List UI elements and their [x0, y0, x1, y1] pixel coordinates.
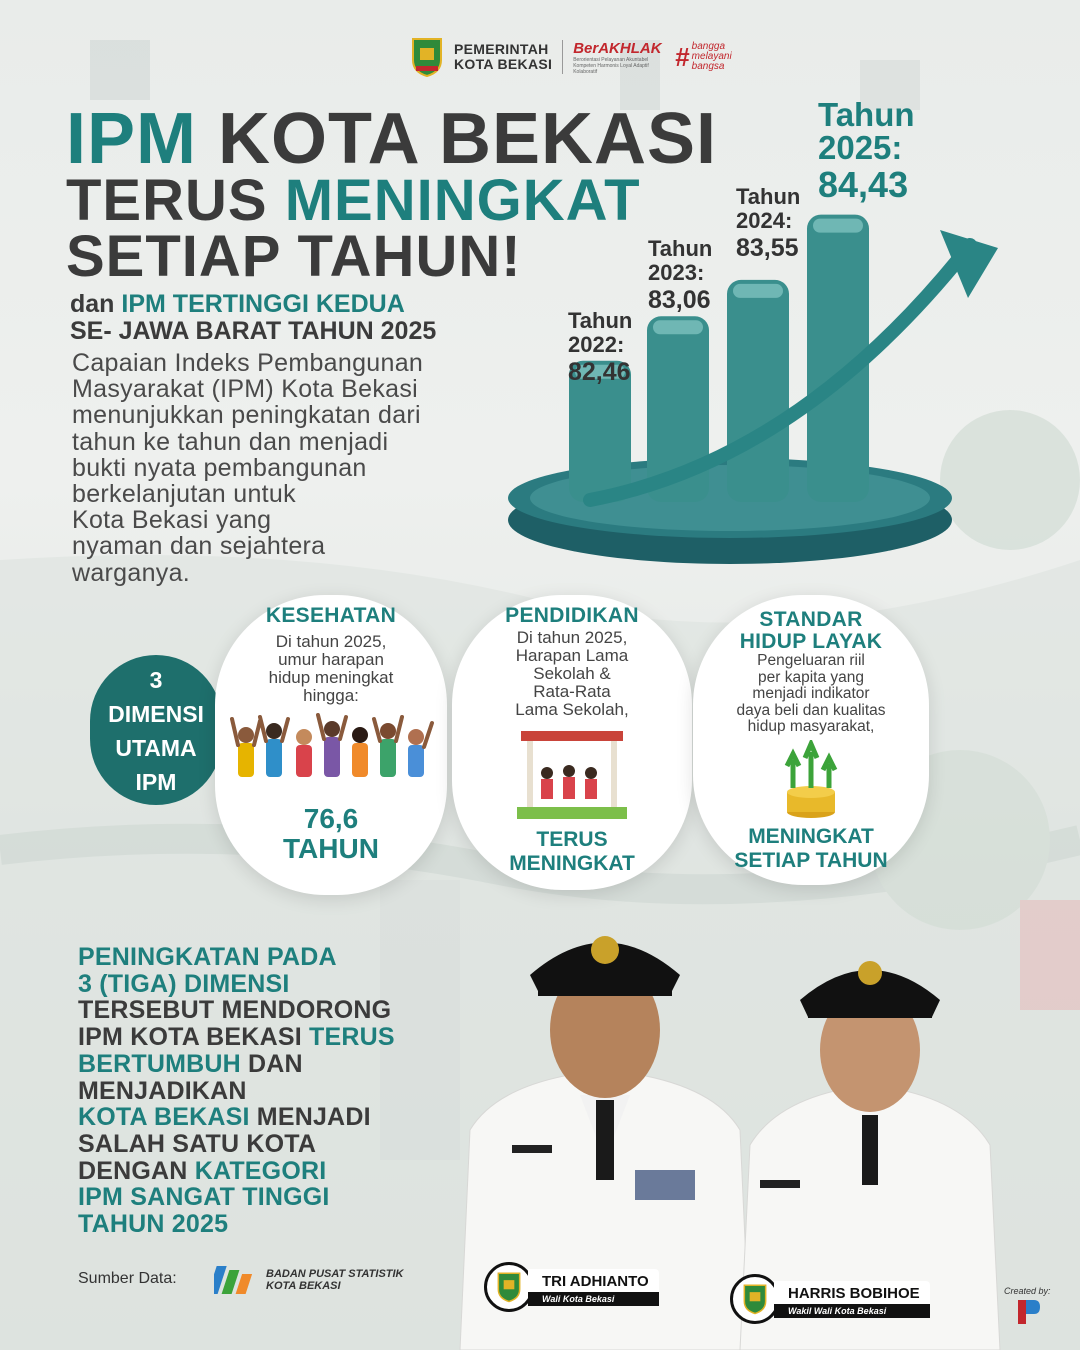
bangga-1: bangga: [691, 41, 726, 52]
statement-segment: SALAH SATU KOTA: [78, 1129, 317, 1158]
standar-title-1: STANDAR: [759, 608, 863, 631]
standar-desc: [693, 653, 929, 736]
kesehatan-desc: [215, 633, 447, 705]
statement-segment: IPM SANGAT TINGGI: [78, 1183, 330, 1212]
desc-line: menjadi indikator: [752, 685, 870, 702]
paragraph-line: nyaman dan sejahtera: [72, 532, 326, 561]
statement-segment: TERUS: [308, 1023, 395, 1052]
subtitle-highlight: IPM TERTINGGI KEDUA: [121, 290, 405, 318]
title-kota-bekasi: KOTA BEKASI: [218, 99, 718, 179]
desc-line: Harapan Lama: [515, 646, 629, 665]
officials-portraits: [440, 900, 1020, 1350]
divider: [562, 40, 563, 74]
card-pendidikan: [452, 595, 692, 890]
official-2-name: HARRIS BOBIHOE: [774, 1281, 930, 1304]
statement-line: [78, 1184, 498, 1211]
credit: [1004, 1286, 1051, 1332]
desc-line: Sekolah &: [533, 664, 611, 683]
subtitle-line-2: SE- JAWA BARAT TAHUN 2025: [70, 317, 437, 345]
title-line-3: SETIAP TAHUN!: [66, 224, 522, 289]
card-standar-hidup: [693, 595, 929, 885]
statement-segment: PENINGKATAN PADA: [78, 943, 337, 971]
chart-bar: [727, 280, 789, 502]
title-terus: TERUS: [66, 168, 268, 233]
paragraph-line: bukti nyata pembangunan: [72, 453, 367, 482]
pendidikan-title: PENDIDIKAN: [505, 604, 639, 627]
chart-category-label: 2022:: [568, 332, 625, 357]
berakhlak-tagline: Berorientasi Pelayanan Akuntabel Kompeten Harmonis Loyal Adaptif Kolaboratif: [573, 56, 649, 75]
badge-line: 3: [149, 667, 163, 693]
official-1-name: TRI ADHIANTO: [528, 1269, 659, 1292]
subtitle-line-1: [70, 290, 405, 319]
chart-bar-highlight: [733, 284, 783, 298]
pemkot-label: [454, 42, 552, 72]
statement-line: [78, 1158, 498, 1185]
chart-category-label: 2024:: [736, 208, 793, 233]
bangga-melayani-logo: [675, 42, 732, 73]
statement-segment: KATEGORI: [194, 1156, 327, 1185]
gov-line-2: KOTA BEKASI: [454, 56, 553, 72]
chart-category-label: 2023:: [648, 260, 705, 285]
statement-segment: MENJADIKAN: [78, 1076, 247, 1105]
desc-line: per kapita yang: [758, 668, 864, 686]
statement-segment: 3 (TIGA) DIMENSI: [78, 969, 290, 998]
badge-line: DIMENSI: [108, 701, 204, 727]
desc-line: daya beli dan kualitas: [736, 701, 886, 719]
desc-line: Rata-Rata: [533, 682, 611, 701]
official-1-role: Wali Kota Bekasi: [528, 1292, 659, 1306]
desc-line: hidup meningkat: [268, 668, 394, 687]
bangga-3: bangsa: [691, 61, 725, 72]
statement-line: [78, 1078, 498, 1105]
standar-result-1: MENINGKAT: [748, 824, 874, 848]
paragraph-line: berkelanjutan untuk: [72, 480, 296, 509]
title-meningkat: MENINGKAT: [284, 168, 641, 233]
statement-segment: KOTA BEKASI: [78, 1103, 250, 1132]
paragraph-line: tahun ke tahun dan menjadi: [72, 427, 389, 456]
paragraph-line: Masyarakat (IPM) Kota Bekasi: [72, 375, 419, 404]
nameplate-official-1: [484, 1262, 659, 1312]
desc-line: Pengeluaran riil: [757, 652, 865, 669]
statement-segment: TERSEBUT MENDORONG: [78, 996, 392, 1025]
paragraph-line: Kota Bekasi yang: [72, 506, 272, 535]
kesehatan-title: KESEHATAN: [265, 604, 397, 627]
bps-line-2: KOTA BEKASI: [266, 1280, 341, 1292]
kota-bekasi-emblem-icon: [410, 36, 444, 78]
chart-category-label: 2025:: [818, 129, 903, 166]
intro-paragraph: [72, 350, 512, 586]
chart-value-label: 83,55: [736, 234, 799, 262]
hashtag-icon: #: [675, 41, 690, 72]
nameplate-official-2: [730, 1274, 930, 1324]
badge-line: UTAMA: [115, 735, 197, 761]
chart-bar-highlight: [813, 219, 863, 233]
desc-line: Lama Sekolah,: [515, 700, 629, 719]
title-ipm: IPM: [66, 99, 198, 179]
chart-value-label: 83,06: [648, 286, 711, 314]
ipm-bar-chart: [500, 100, 1060, 580]
card-kesehatan: [215, 595, 447, 895]
kota-bekasi-emblem-icon: [484, 1262, 534, 1312]
badge-line: IPM: [135, 769, 177, 795]
school-children-icon: [517, 729, 627, 819]
statement-line: [78, 1104, 498, 1131]
bangga-2: melayani: [691, 51, 732, 62]
desc-line: Di tahun 2025,: [275, 632, 387, 651]
statement-line: [78, 1131, 498, 1158]
cheering-people-icon: [226, 713, 436, 793]
statement-segment: TAHUN 2025: [78, 1210, 229, 1239]
conclusion-statement: [78, 944, 498, 1238]
source-label: Sumber Data:: [78, 1270, 177, 1287]
paragraph-line: Capaian Indeks Pembangunan: [72, 349, 424, 377]
standar-result-2: SETIAP TAHUN: [734, 848, 888, 872]
subtitle-dan: dan: [70, 290, 115, 318]
statement-line: [78, 1211, 498, 1238]
chart-bar-highlight: [653, 320, 703, 334]
statement-segment: DENGAN: [78, 1156, 195, 1185]
berakhlak-word: BerAKHLAK: [573, 39, 662, 57]
chart-category-label: Tahun: [736, 184, 801, 209]
prokopim-logo-icon: [1012, 1296, 1042, 1330]
standar-title-2: HIDUP LAYAK: [739, 630, 883, 653]
bps-line-1: BADAN PUSAT STATISTIK: [266, 1268, 404, 1280]
credit-label: Created by:: [1004, 1286, 1051, 1296]
statement-segment: DAN: [240, 1049, 303, 1078]
dimensi-badge: [90, 655, 222, 805]
gov-line-1: PEMERINTAH: [454, 41, 549, 57]
desc-line: hidup masyarakat,: [747, 718, 875, 735]
berakhlak-logo: [573, 40, 665, 75]
kesehatan-value: 76,6: [303, 803, 359, 834]
chart-category-label: Tahun: [568, 308, 633, 333]
kesehatan-unit: TAHUN: [283, 833, 379, 864]
bps-icon: [214, 1262, 260, 1298]
statement-line: [78, 944, 498, 971]
bps-logo: [214, 1262, 404, 1298]
paragraph-line: warganya.: [72, 558, 191, 587]
desc-line: umur harapan: [278, 650, 384, 669]
statement-segment: IPM KOTA BEKASI: [78, 1023, 309, 1052]
chart-value-label: 82,46: [568, 358, 631, 386]
statement-segment: BERTUMBUH: [78, 1049, 241, 1078]
chart-category-label: Tahun: [818, 100, 915, 133]
chart-value-label: 84,43: [818, 164, 909, 205]
pendidikan-result-1: TERUS: [536, 828, 608, 851]
statement-segment: MENJADI: [249, 1103, 371, 1132]
kota-bekasi-emblem-icon: [730, 1274, 780, 1324]
paragraph-line: menunjukkan peningkatan dari: [72, 401, 421, 430]
desc-line: Di tahun 2025,: [516, 628, 628, 647]
pendidikan-desc: [452, 629, 692, 719]
desc-line: hingga:: [303, 686, 359, 705]
statement-line: [78, 1051, 498, 1078]
statement-line: [78, 997, 498, 1024]
chart-category-label: Tahun: [648, 236, 713, 261]
statement-line: [78, 971, 498, 998]
statement-line: [78, 1024, 498, 1051]
coins-growth-icon: [781, 740, 841, 820]
header-logos: [410, 34, 740, 80]
official-2-role: Wakil Wali Kota Bekasi: [774, 1304, 930, 1318]
pendidikan-result-2: MENINGKAT: [509, 852, 635, 875]
